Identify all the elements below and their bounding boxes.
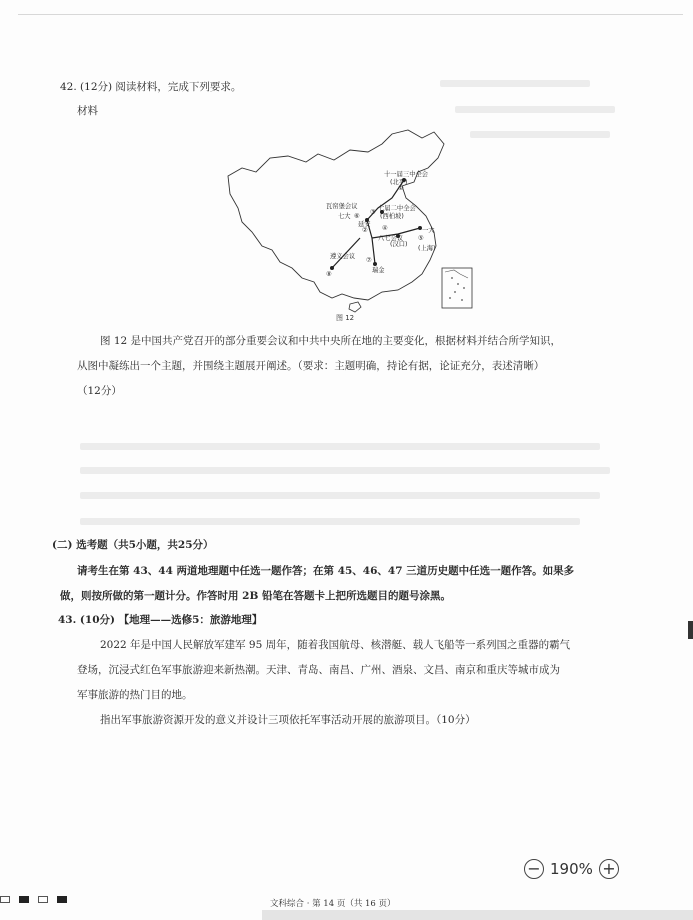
q43-header: 43. (10分) 【地理——选修5：旅游地理】 (58, 614, 263, 626)
page-thumb[interactable] (0, 896, 10, 903)
map-marker-3: ③ (370, 209, 376, 216)
map-label-august7: 八七会议 (378, 235, 404, 242)
map-marker-8: ⑧ (326, 271, 332, 278)
page-thumbnails (0, 896, 67, 903)
map-label-hankou: (汉口) (390, 241, 408, 248)
map-label-xibaipo: (西柏坡) (380, 213, 404, 220)
page-thumb[interactable] (38, 896, 48, 903)
inset-outline (445, 270, 468, 278)
south-china-sea-inset (442, 268, 472, 308)
map-label-ruijin: 瑞金 (372, 267, 385, 274)
q43-para-line-3: 军事旅游的热门目的地。 (77, 689, 193, 701)
q43-para-line-1: 2022 年是中国人民解放军建军 95 周年，随着我国航母、核潜艇、载人飞船等一系列国之重器的霸气 (100, 639, 571, 651)
map-label-first-congress: 一大 (422, 227, 435, 234)
hainan-island (349, 302, 361, 312)
bleed-through (80, 492, 600, 499)
map-label-beiping: (北平) (390, 179, 408, 186)
map-label-shanghai: (上海) (418, 245, 436, 252)
material-label: 材料 (77, 105, 98, 117)
map-label-wayaobu: 瓦窑堡会议 (326, 203, 358, 210)
zoom-level: 190% (550, 860, 593, 878)
q42-header: 42. (12分) 阅读材料，完成下列要求。 (60, 81, 242, 93)
map-label-yanan: 延安 (358, 221, 371, 228)
bleed-through (80, 518, 580, 525)
map-marker-1: ① (398, 185, 404, 192)
q42-body-line-1: 图 12 是中国共产党召开的部分重要会议和中共中央所在地的主要变化，根据材料并结合所学知识， (100, 335, 562, 347)
bleed-through (440, 80, 590, 87)
bleed-through (80, 467, 610, 474)
china-outline (228, 130, 444, 300)
map-label-seventh-congress: 七大 (338, 213, 351, 220)
q42-body-line-3: （12分） (77, 385, 122, 397)
inset-islands (449, 277, 465, 301)
page-thumb-active[interactable] (57, 896, 67, 903)
map-label-second-plenum: 七届二中全会 (378, 205, 416, 212)
figure-caption: 图 12 (336, 314, 355, 322)
q43-para-line-2: 登场，沉浸式红色军事旅游迎来新热潮。天津、青岛、南昌、广州、酒泉、文昌、南京和重庆等城市成为 (77, 664, 560, 676)
section-2-instruction-2: 做，则按所做的第一题计分。作答时用 2B 铅笔在答题卡上把所选题目的题号涂黑。 (60, 590, 451, 602)
section-2-instruction-1: 请考生在第 43、44 两道地理题中任选一题作答；在第 45、46、47 三道历史题中任选一题作答。如果多 (77, 565, 575, 577)
map-label-third-plenum: 十一届三中全会 (384, 171, 429, 178)
bleed-through (80, 443, 600, 450)
zoom-out-button[interactable]: − (524, 859, 544, 879)
bleed-through (470, 131, 610, 138)
map-label-zunyi: 遵义会议 (330, 253, 356, 260)
map-marker-2: ② (362, 227, 368, 234)
footer-shade (262, 910, 693, 920)
map-marker-5: ⑤ (418, 235, 424, 242)
q43-task: 指出军事旅游资源开发的意义并设计三项依托军事活动开展的旅游项目。（10分） (100, 714, 476, 726)
page-footer: 文科综合 · 第 14 页（共 16 页） (270, 899, 396, 909)
section-2-title: (二) 选考题（共5小题，共25分） (52, 539, 214, 551)
map-marker-6: ⑥ (354, 213, 360, 220)
top-divider (18, 14, 683, 15)
map-marker-7: ⑦ (366, 257, 372, 264)
map-marker-4: ④ (382, 225, 388, 232)
zoom-in-button[interactable]: + (599, 859, 619, 879)
bleed-through (455, 106, 615, 113)
scroll-marker[interactable] (688, 621, 693, 639)
zoom-control (524, 856, 619, 882)
china-map-figure (222, 128, 474, 320)
q42-body-line-2: 从图中凝练出一个主题，并围绕主题展开阐述。（要求：主题明确，持论有据，论证充分，表述清晰） (77, 360, 545, 372)
page-thumb-active[interactable] (19, 896, 29, 903)
